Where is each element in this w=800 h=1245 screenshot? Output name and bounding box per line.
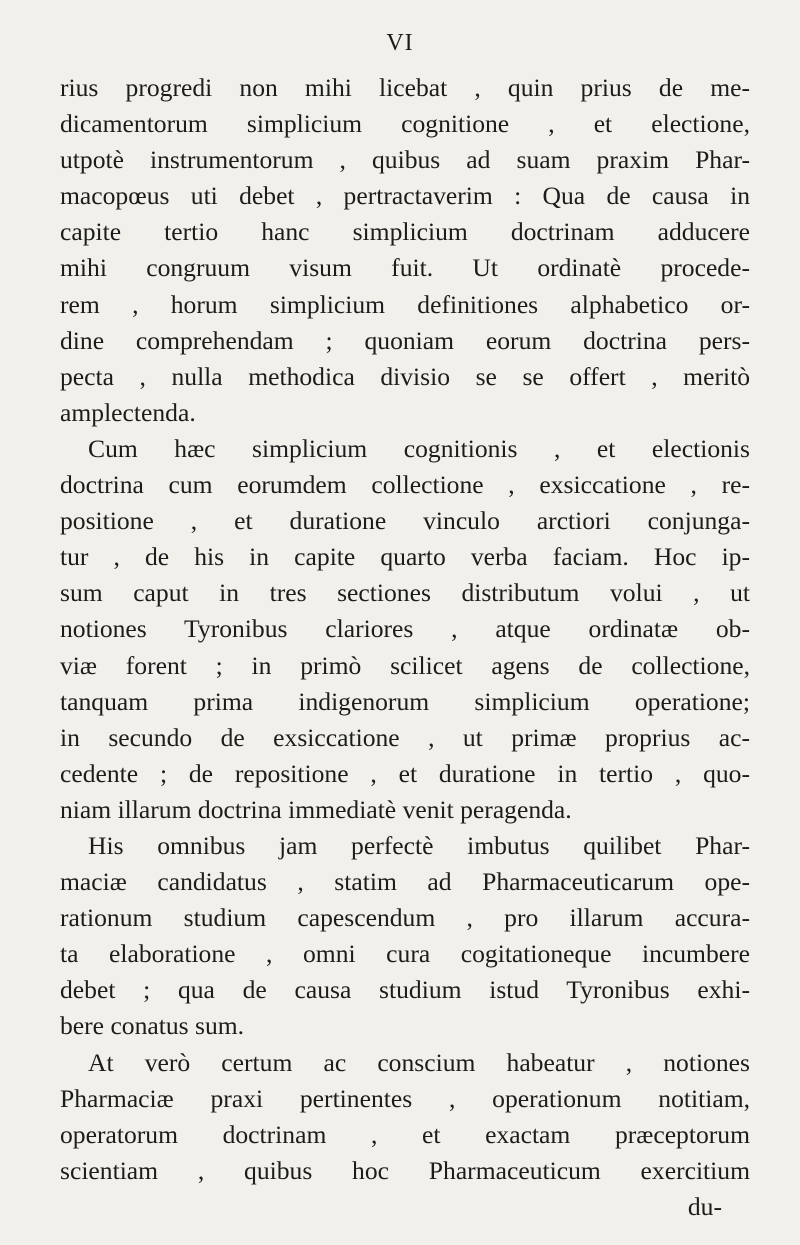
text-line: rius progredi non mihi licebat , quin prius de me- (60, 73, 750, 102)
text-line: capite tertio hanc simplicium doctrinam adducere (60, 217, 750, 247)
text-line: operatorum doctrinam , et exactam præceptorum (60, 1119, 750, 1149)
text-line: dicamentorum simplicium cognitione , et electione, (60, 109, 750, 139)
text-line: tur , de his in capite quarto verba faciam. Hoc ip- (60, 542, 750, 572)
text-line: positione , et duratione vinculo arctiori conjunga- (60, 506, 750, 536)
text-line: macopœus uti debet , pertractaverim : Qua de causa in (60, 181, 750, 211)
paragraph-start-line: Cum hæc simplicium cognitionis , et electionis (88, 433, 750, 463)
text-line: notiones Tyronibus clariores , atque ordinatæ ob- (60, 614, 750, 644)
text-line: in secundo de exsiccatione , ut primæ proprius ac- (60, 722, 750, 752)
paragraph-end-line: amplectenda. (60, 397, 196, 427)
paragraph-start-line: His omnibus jam perfectè imbutus quilibet Phar- (88, 830, 750, 860)
text-line: sum caput in tres sectiones distributum volui , ut (60, 578, 750, 608)
body-text (60, 70, 750, 1225)
text-line: rationum studium capescendum , pro illarum accura- (60, 903, 750, 933)
catchword: du- (687, 1191, 722, 1221)
text-line: dine comprehendam ; quoniam eorum doctrina pers- (60, 325, 750, 355)
text-line: debet ; qua de causa studium istud Tyronibus exhi- (60, 975, 750, 1005)
text-line: cedente ; de repositione , et duratione in tertio , quo- (60, 758, 750, 788)
text-line: scientiam , quibus hoc Pharmaceuticum exercitium (60, 1155, 750, 1185)
paragraph-start-line: At verò certum ac conscium habeatur , notiones (88, 1047, 750, 1077)
text-line: maciæ candidatus , statim ad Pharmaceuticarum ope- (60, 867, 750, 897)
paragraph-end-line: niam illarum doctrina immediatè venit peragenda. (60, 794, 572, 824)
text-line: utpotè instrumentorum , quibus ad suam praxim Phar- (60, 145, 750, 175)
text-line: rem , horum simplicium definitiones alphabetico or- (60, 289, 750, 319)
text-line: tanquam prima indigenorum simplicium operatione; (60, 686, 750, 716)
text-line: viæ forent ; in primò scilicet agens de collectione, (60, 650, 750, 680)
text-line: mihi congruum visum fuit. Ut ordinatè procede- (60, 253, 750, 283)
page-number: VI (386, 30, 414, 56)
text-line: pecta , nulla methodica divisio se se offert , meritò (60, 361, 750, 391)
text-line: doctrina cum eorumdem collectione , exsiccatione , re- (60, 470, 750, 500)
text-line: Pharmaciæ praxi pertinentes , operationum notitiam, (60, 1083, 750, 1113)
text-line: ta elaboratione , omni cura cogitationeque incumbere (60, 939, 750, 969)
paragraph-end-line: bere conatus sum. (60, 1011, 245, 1041)
